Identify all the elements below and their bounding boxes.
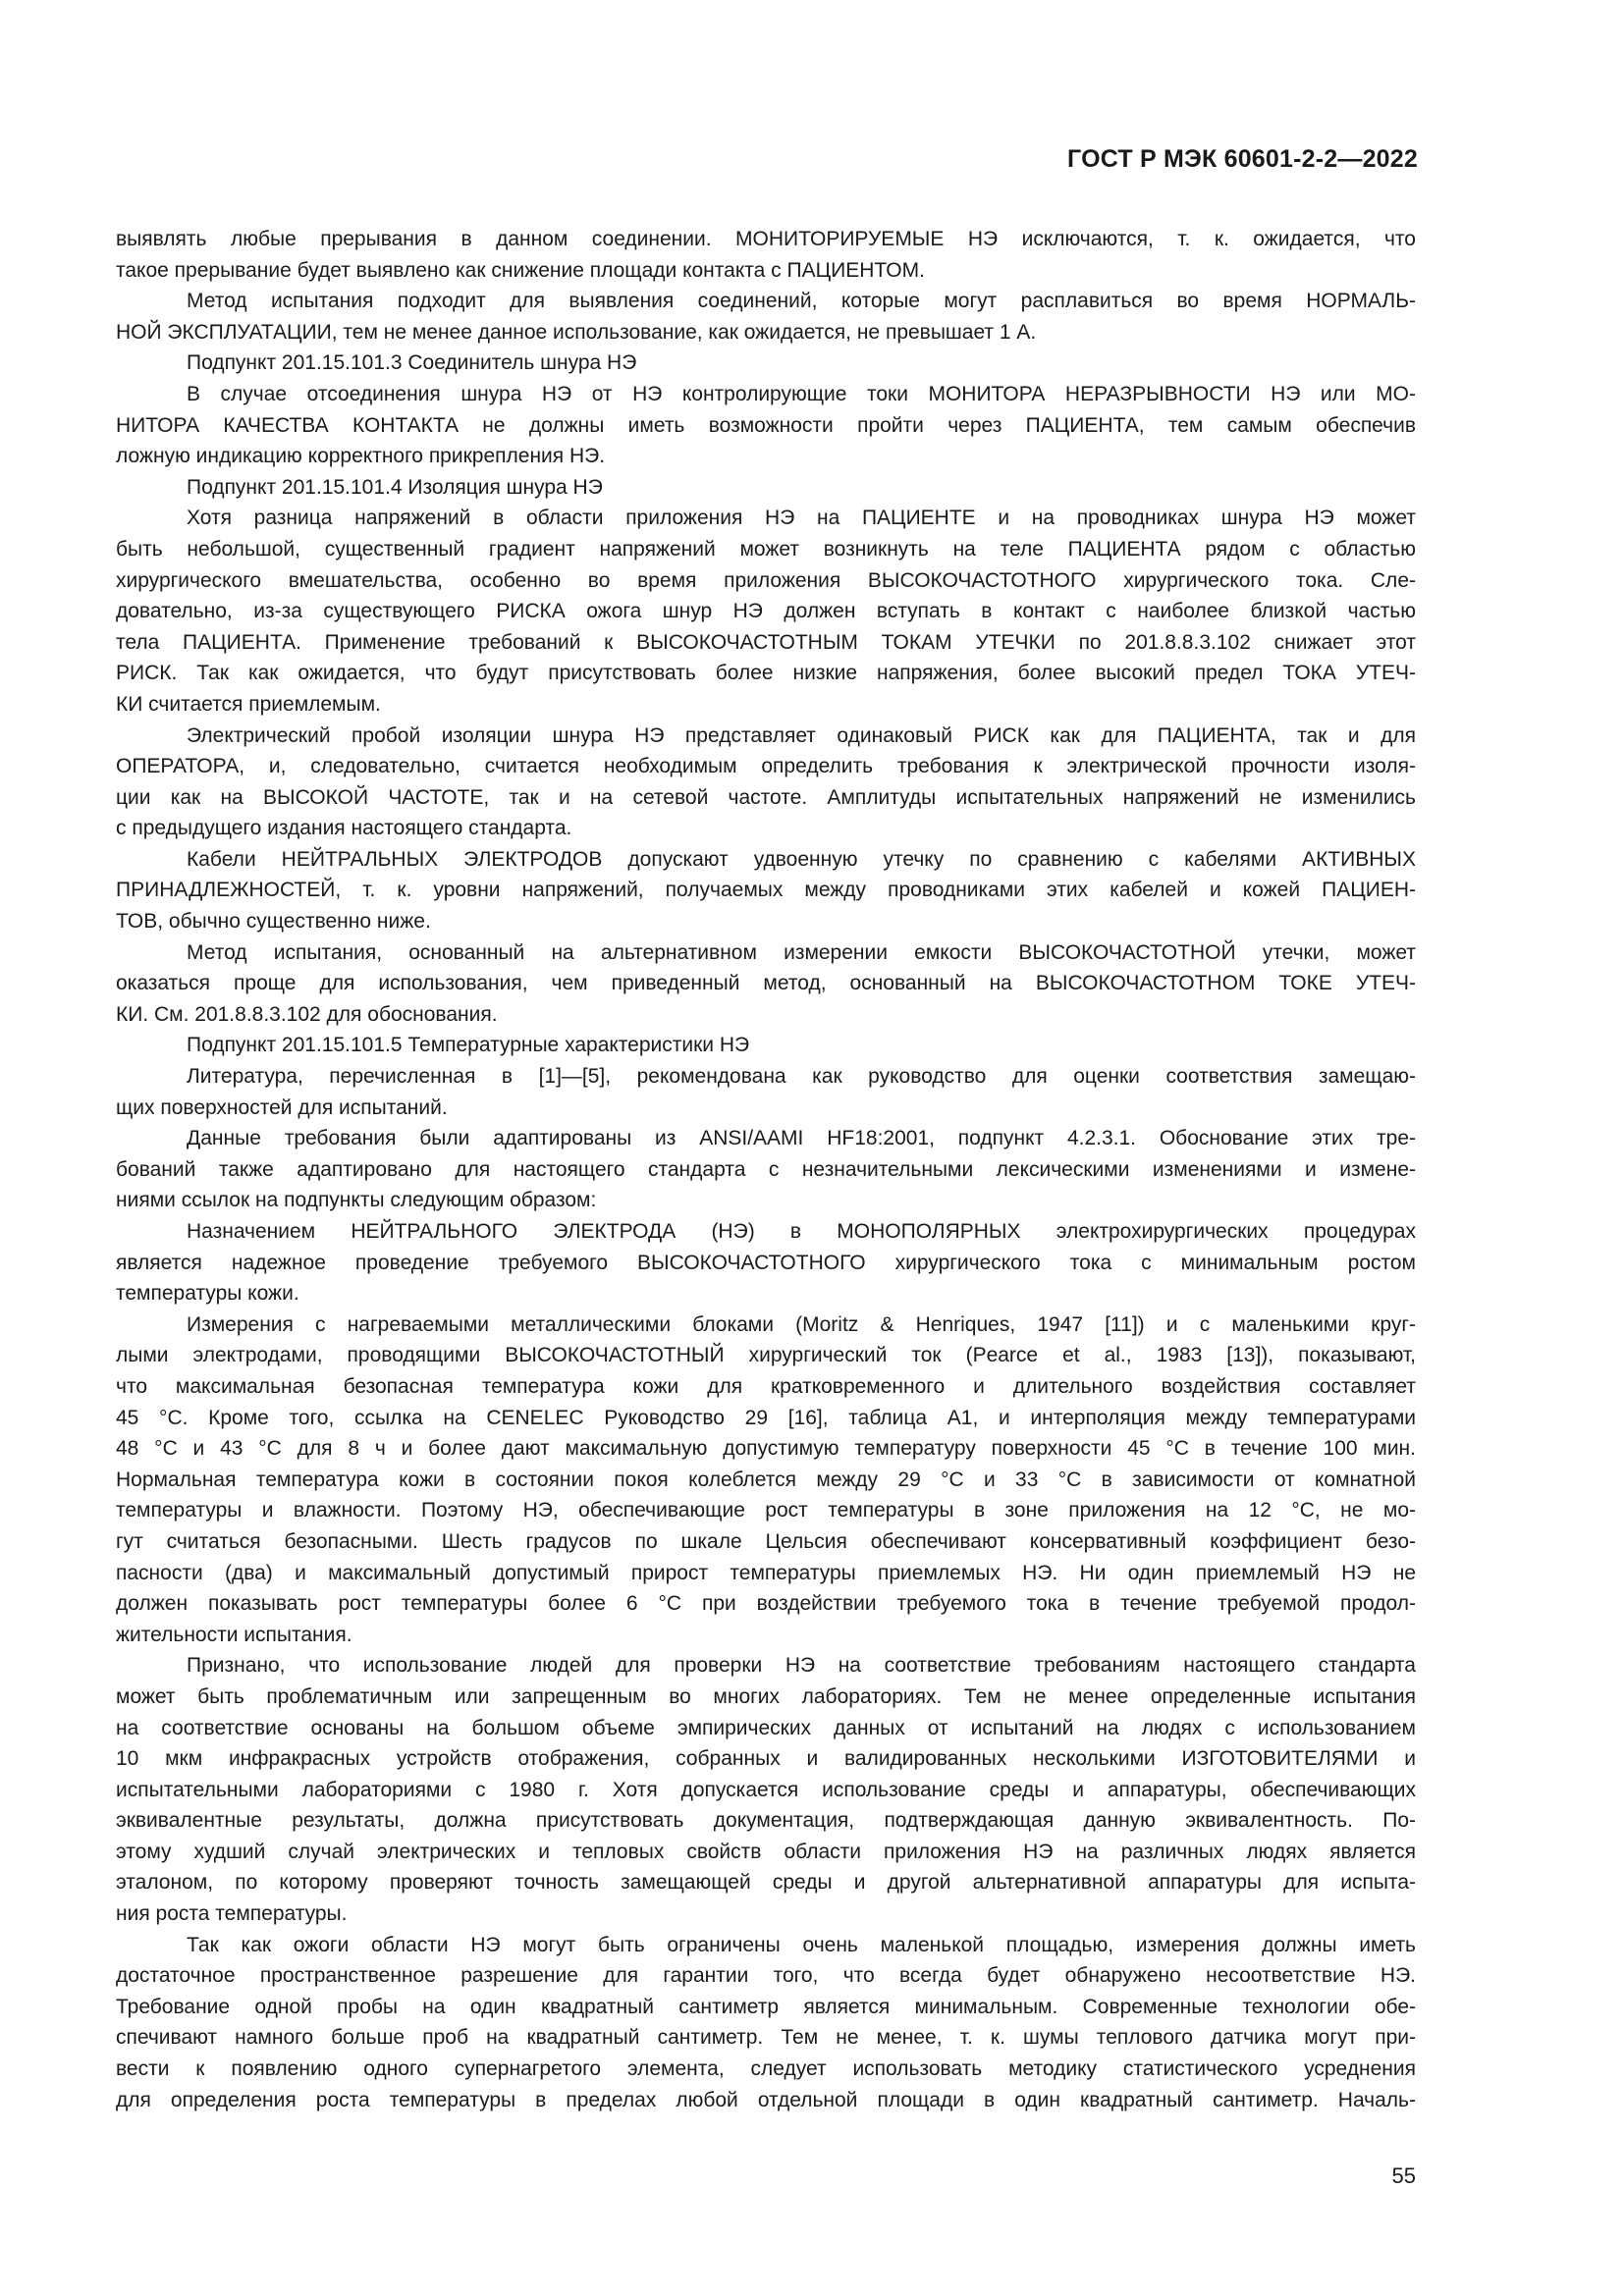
paragraph bbox=[116, 472, 1416, 504]
text-line: является надежное проведение требуемого ВЫСОКОЧАСТОТНОГО хирургического тока с минимальным ростом bbox=[116, 1251, 1416, 1274]
text-line: ции как на ВЫСОКОЙ ЧАСТОТЕ, так и на сетевой частоте. Амплитуды испытательных напряжений не изменились bbox=[116, 785, 1416, 809]
paragraph bbox=[116, 286, 1416, 347]
text-line: Требование одной пробы на один квадратный сантиметр является минимальным. Современные технологии обе- bbox=[116, 1995, 1416, 2018]
text-line: Назначением НЕЙТРАЛЬНОГО ЭЛЕКТРОДА (НЭ) в МОНОПОЛЯРНЫХ электрохирургических процедурах bbox=[187, 1220, 1416, 1243]
paragraph bbox=[116, 721, 1416, 844]
text-line: достаточное пространственное разрешение для гарантии того, что всегда будет обнаружено несоответствие НЭ. bbox=[116, 1964, 1416, 1988]
text-line: бований также адаптировано для настоящего стандарта с незначительными лексическими изменениями и измене- bbox=[116, 1157, 1416, 1181]
text-line: эталоном, по которому проверяют точность замещающей среды и другой альтернативной аппаратуры для испыта- bbox=[116, 1871, 1416, 1895]
paragraph bbox=[116, 1216, 1416, 1309]
text-line: ложную индикацию корректного прикрепления НЭ. bbox=[116, 445, 606, 468]
text-line: тела ПАЦИЕНТА. Применение требований к ВЫСОКОЧАСТОТНЫМ ТОКАМ УТЕЧКИ по 201.8.8.3.102 снижает этот bbox=[116, 630, 1416, 654]
text-line: довательно, из-за существующего РИСКА ожога шнур НЭ должен вступать в контакт с наиболее близкой частью bbox=[116, 600, 1416, 623]
text-line: испытательными лабораториями с 1980 г. Хотя допускается использование среды и аппаратуры, обеспечивающих bbox=[116, 1778, 1416, 1801]
text-line: спечивают намного больше проб на квадратный сантиметр. Тем не менее, т. к. шумы теплового датчика могут при- bbox=[116, 2026, 1416, 2050]
text-line: такое прерывание будет выявлено как снижение площади контакта с ПАЦИЕНТОМ. bbox=[116, 258, 925, 282]
text-line: КИ считается приемлемым. bbox=[116, 692, 381, 716]
text-line: Нормальная температура кожи в состоянии покоя колеблется между 29 °С и 33 °С в зависимости от комнатной bbox=[116, 1468, 1416, 1491]
text-line: Кабели НЕЙТРАЛЬНЫХ ЭЛЕКТРОДОВ допускают удвоенную утечку по сравнению с кабелями АКТИВНЫХ bbox=[187, 847, 1416, 871]
text-line: быть небольшой, существенный градиент напряжений может возникнуть на теле ПАЦИЕНТА рядом с областью bbox=[116, 537, 1416, 561]
paragraph bbox=[116, 1061, 1416, 1123]
paragraph bbox=[116, 224, 1416, 286]
text-line: температуры кожи. bbox=[116, 1282, 299, 1306]
text-line: Электрический пробой изоляции шнура НЭ представляет одинаковый РИСК как для ПАЦИЕНТА, так и для bbox=[187, 723, 1416, 747]
text-line: с предыдущего издания настоящего стандарта. bbox=[116, 817, 572, 840]
text-line: Подпункт 201.15.101.5 Температурные характеристики НЭ bbox=[187, 1034, 750, 1057]
text-line: НИТОРА КАЧЕСТВА КОНТАКТА не должны иметь возможности пройти через ПАЦИЕНТА, тем самым обеспечив bbox=[116, 413, 1416, 437]
text-line: оказаться проще для использования, чем приведенный метод, основанный на ВЫСОКОЧАСТОТНОМ ТОКЕ УТЕЧ- bbox=[116, 972, 1416, 995]
text-line: пасности (два) и максимальный допустимый прирост температуры приемлемых НЭ. Ни один приемлемый НЭ не bbox=[116, 1561, 1416, 1584]
text-line: Хотя разница напряжений в области приложения НЭ на ПАЦИЕНТЕ и на проводниках шнура НЭ может bbox=[187, 507, 1416, 530]
paragraph bbox=[116, 347, 1416, 379]
page-number: 55 bbox=[1391, 2163, 1416, 2188]
paragraph bbox=[116, 844, 1416, 937]
text-line: гут считаться безопасными. Шесть градусов по шкале Цельсия обеспечивают консервативный коэффициент безо- bbox=[116, 1529, 1416, 1553]
text-line: этому худший случай электрических и тепловых свойств области приложения НЭ на различных людях является bbox=[116, 1840, 1416, 1863]
paragraph bbox=[116, 1930, 1416, 2116]
text-line: выявлять любые прерывания в данном соединении. МОНИТОРИРУЕМЫЕ НЭ исключаются, т. к. ожидается, что bbox=[116, 228, 1416, 250]
paragraph bbox=[116, 503, 1416, 720]
text-line: ПРИНАДЛЕЖНОСТЕЙ, т. к. уровни напряжений, получаемых между проводниками этих кабелей и кожей ПАЦИЕН- bbox=[116, 879, 1416, 902]
text-line: Измерения с нагреваемыми металлическими блоками (Moritz & Henriques, 1947 [11]) и с маленькими круг- bbox=[187, 1312, 1416, 1336]
text-line: вести к появлению одного супернагретого элемента, следует использовать методику статистического усреднения bbox=[116, 2057, 1416, 2081]
text-line: ТОВ, обычно существенно ниже. bbox=[116, 910, 431, 934]
text-line: Признано, что использование людей для проверки НЭ на соответствие требованиям настоящего стандарта bbox=[187, 1654, 1416, 1678]
text-line: 45 °С. Кроме того, ссылка на CENELEC Руководство 29 [16], таблица А1, и интерполяция между температурами bbox=[116, 1406, 1416, 1429]
document-body bbox=[116, 224, 1416, 2115]
text-line: ния роста температуры. bbox=[116, 1902, 348, 1926]
text-line: Так как ожоги области НЭ могут быть ограничены очень маленькой площадью, измерения должны иметь bbox=[187, 1933, 1416, 1956]
document-header bbox=[1067, 145, 1418, 174]
text-line: Подпункт 201.15.101.3 Соединитель шнура НЭ bbox=[187, 351, 637, 375]
paragraph bbox=[116, 1309, 1416, 1651]
text-line: НОЙ ЭКСПЛУАТАЦИИ, тем не менее данное использование, как ожидается, не превышает 1 А. bbox=[116, 320, 1037, 344]
standard-designation: ГОСТ Р МЭК 60601-2-2—2022 bbox=[1067, 145, 1418, 173]
text-line: хирургического вмешательства, особенно во время приложения ВЫСОКОЧАСТОТНОГО хирургического тока. Сле- bbox=[116, 568, 1416, 592]
text-line: температуры и влажности. Поэтому НЭ, обеспечивающие рост температуры в зоне приложения на 12 °С, не мо- bbox=[116, 1499, 1416, 1522]
text-line: для определения роста температуры в пределах любой отдельной площади в один квадратный сантиметр. Началь- bbox=[116, 2088, 1416, 2111]
text-line: Литература, перечисленная в [1]—[5], рекомендована как руководство для оценки соответствия замещаю- bbox=[187, 1065, 1416, 1089]
text-line: В случае отсоединения шнура НЭ от НЭ контролирующие токи МОНИТОРА НЕРАЗРЫВНОСТИ НЭ или МО- bbox=[187, 382, 1416, 405]
paragraph bbox=[116, 379, 1416, 472]
text-line: что максимальная безопасная температура кожи для кратковременного и длительного воздействия составляет bbox=[116, 1374, 1416, 1398]
text-line: 48 °С и 43 °С для 8 ч и более дают максимальную допустимую температуру поверхности 45 °С в течение 100 мин. bbox=[116, 1437, 1416, 1461]
text-line: Метод испытания подходит для выявления соединений, которые могут расплавиться во время НОРМАЛЬ- bbox=[187, 290, 1416, 313]
text-line: щих поверхностей для испытаний. bbox=[116, 1095, 448, 1119]
text-line: эквивалентные результаты, должна присутствовать документация, подтверждающая данную эквивалентность. По- bbox=[116, 1809, 1416, 1833]
text-line: РИСК. Так как ожидается, что будут присутствовать более низкие напряжения, более высокий предел ТОКА УТЕЧ- bbox=[116, 662, 1416, 685]
paragraph bbox=[116, 1650, 1416, 1929]
text-line: КИ. См. 201.8.8.3.102 для обоснования. bbox=[116, 1002, 498, 1026]
paragraph bbox=[116, 1123, 1416, 1216]
text-line: ниями ссылок на подпункты следующим образом: bbox=[116, 1189, 597, 1212]
text-line: может быть проблематичным или запрещенным во многих лабораториях. Тем не менее определенные испытания bbox=[116, 1684, 1416, 1708]
text-line: Данные требования были адаптированы из ANSI/AAMI HF18:2001, подпункт 4.2.3.1. Обоснование этих тре- bbox=[187, 1127, 1416, 1150]
text-line: ОПЕРАТОРА, и, следовательно, считается необходимым определить требования к электрической прочности изоля- bbox=[116, 755, 1416, 778]
text-line: 10 мкм инфракрасных устройств отображения, собранных и валидированных несколькими ИЗГОТОВИТЕЛЯМИ и bbox=[116, 1747, 1416, 1771]
text-line: Метод испытания, основанный на альтернативном измерении емкости ВЫСОКОЧАСТОТНОЙ утечки, может bbox=[187, 940, 1416, 964]
text-line: лыми электродами, проводящими ВЫСОКОЧАСТОТНЫЙ хирургический ток (Pearce et al., 1983 [13]), показывают, bbox=[116, 1344, 1416, 1367]
text-line: на соответствие основаны на большом объеме эмпирических данных от испытаний на людях с использованием bbox=[116, 1716, 1416, 1739]
text-line: жительности испытания. bbox=[116, 1623, 352, 1646]
paragraph bbox=[116, 937, 1416, 1031]
text-line: должен показывать рост температуры более 6 °С при воздействии требуемого тока в течение требуемой продол- bbox=[116, 1592, 1416, 1616]
text-line: Подпункт 201.15.101.4 Изоляция шнура НЭ bbox=[187, 475, 603, 499]
paragraph bbox=[116, 1030, 1416, 1061]
